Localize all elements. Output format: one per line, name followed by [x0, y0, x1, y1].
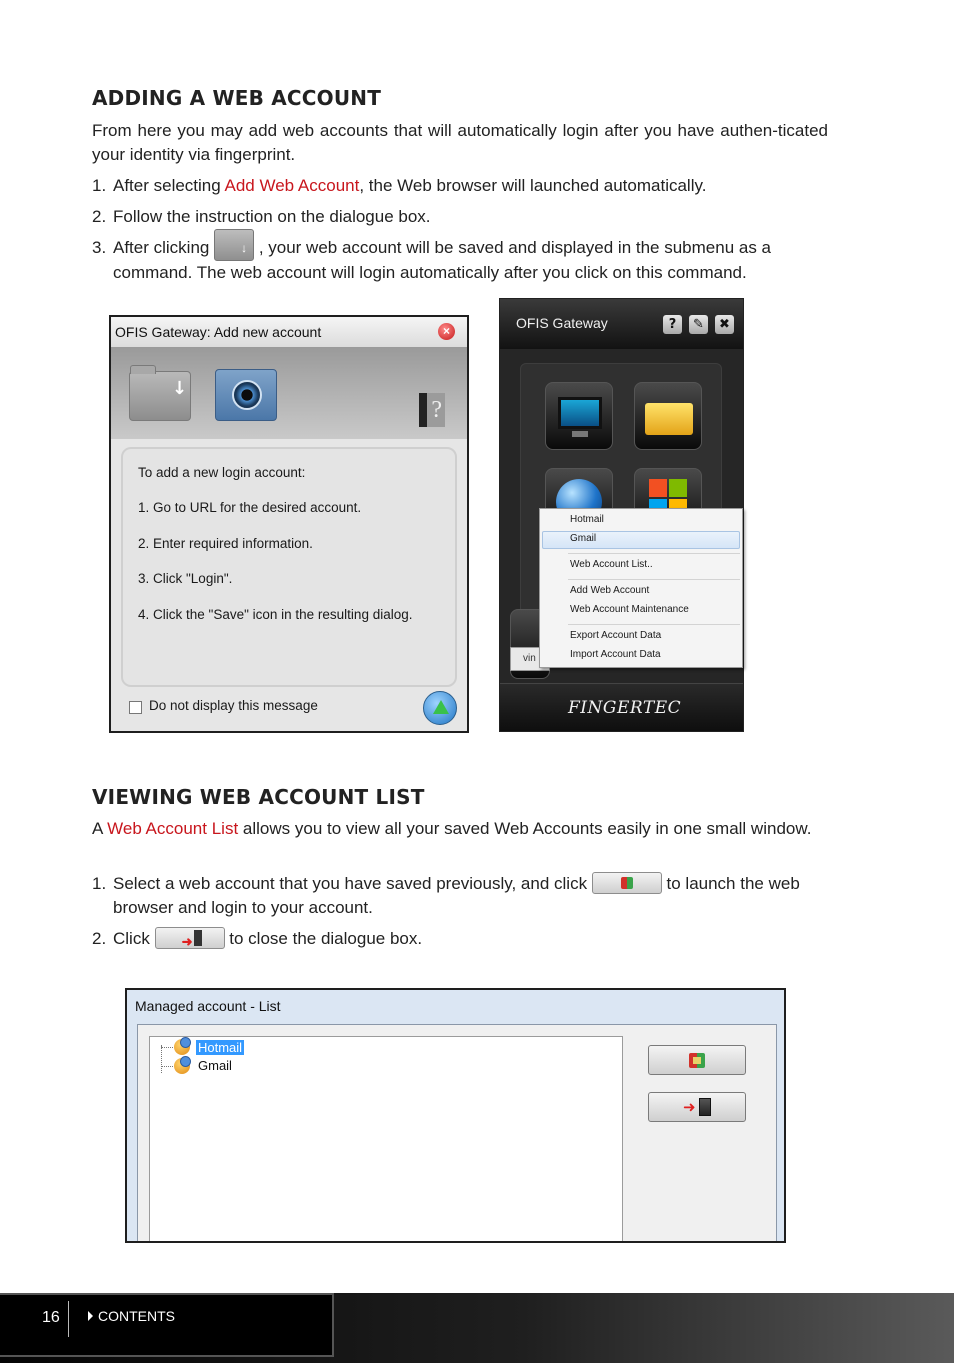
monitor-stand	[572, 431, 588, 437]
step-text: After clicking	[113, 238, 215, 257]
menu-item-web-account-maintenance[interactable]: Web Account Maintenance	[570, 604, 689, 615]
web-account-icon	[174, 1058, 190, 1074]
tree-item-gmail[interactable]: Gmail	[198, 1058, 232, 1073]
step-number: 2.	[92, 207, 107, 226]
step-number: 2.	[92, 929, 107, 948]
menu-item-gmail[interactable]: Gmail	[570, 533, 597, 544]
gateway-tab[interactable]: vin	[510, 647, 550, 671]
folder-tile[interactable]	[634, 382, 702, 450]
save-folder-icon: ↓	[214, 229, 254, 261]
exit-arrow-icon: ➜	[683, 1098, 696, 1116]
intro-text: A	[92, 819, 108, 838]
managed-account-list-window	[125, 988, 786, 1243]
step-text: to launch the web browser and login to your account.	[113, 874, 800, 917]
instruction-line: 4. Click the "Save" icon in the resulting dialog.	[138, 607, 413, 622]
step-number: 1.	[92, 176, 107, 195]
close-icon[interactable]: ×	[438, 323, 455, 340]
instruction-line: 2. Enter required information.	[138, 536, 313, 551]
gateway-title: OFIS Gateway	[516, 315, 608, 331]
contents-label: CONTENTS	[98, 1308, 175, 1324]
tree-connector	[161, 1066, 173, 1067]
step-text: , the Web browser will launched automatically.	[359, 176, 707, 195]
launch-account-button[interactable]	[648, 1045, 746, 1075]
help-icon[interactable]: ?	[663, 315, 682, 334]
close-icon[interactable]: ✖	[715, 315, 734, 334]
folder-icon	[645, 403, 693, 435]
menu-item-web-account-list[interactable]: Web Account List..	[570, 559, 653, 570]
download-arrow-icon: ↓	[172, 378, 188, 399]
section2-step-2	[92, 927, 828, 951]
section1-step-2	[92, 205, 828, 229]
step-text: , your web account will be saved and displayed in the submenu as a command. The web account will login automatically after you click on this command.	[113, 238, 772, 282]
menu-separator	[568, 624, 740, 625]
instructions-panel	[121, 447, 457, 687]
launch-button-icon	[592, 872, 662, 894]
step-text: to close the dialogue box.	[224, 929, 423, 948]
dialog-title-bar	[111, 317, 467, 347]
door-icon	[699, 1098, 711, 1116]
launch-icon	[689, 1053, 705, 1068]
list-window-title: Managed account - List	[135, 998, 281, 1014]
page-number: 16	[42, 1309, 60, 1326]
dialog-toolbar	[111, 347, 467, 439]
dialog-title: OFIS Gateway: Add new account	[115, 324, 322, 340]
intro-text: allows you to view all your saved Web Accounts easily in one small window.	[238, 819, 812, 838]
logo-part	[649, 479, 667, 497]
web-account-context-menu	[539, 508, 743, 668]
exit-button-icon: ➜	[155, 927, 225, 949]
section1-intro: From here you may add web accounts that will automatically login after you have authen-ticated your identity via fingerprint.	[92, 121, 828, 164]
instruction-line: 1. Go to URL for the desired account.	[138, 500, 362, 515]
step-text: Select a web account that you have saved previously, and click	[113, 874, 592, 893]
fingertec-logo: FINGERTEC	[568, 698, 682, 718]
gateway-footer	[500, 683, 744, 732]
tree-connector	[161, 1047, 173, 1048]
add-account-dialog	[109, 315, 469, 733]
my-computer-tile[interactable]	[545, 382, 613, 450]
add-web-account-link[interactable]: Add Web Account	[224, 176, 360, 195]
instruction-line: 3. Click "Login".	[138, 571, 233, 586]
menu-item-import-account-data[interactable]: Import Account Data	[570, 649, 661, 660]
section2-step-1	[92, 872, 828, 920]
monitor-icon	[558, 397, 602, 429]
close-list-button[interactable]	[648, 1092, 746, 1122]
save-folder-button[interactable]	[129, 371, 191, 421]
section1-step-1	[92, 174, 828, 198]
do-not-display-checkbox[interactable]	[129, 701, 142, 714]
step-text: Follow the instruction on the dialogue box.	[113, 207, 431, 226]
contents-link[interactable]	[88, 1308, 175, 1324]
do-not-display-label: Do not display this message	[149, 698, 318, 713]
capture-lens-button[interactable]	[215, 369, 277, 421]
step-number: 1.	[92, 874, 107, 893]
gateway-title-bar	[500, 299, 744, 349]
list-window-content	[137, 1024, 777, 1243]
tree-item-hotmail[interactable]: Hotmail	[198, 1040, 243, 1055]
step-text: Click	[113, 929, 155, 948]
tree-connector	[161, 1045, 162, 1073]
account-tree[interactable]	[149, 1036, 623, 1243]
section-heading-add-web-account: ADDING A WEB ACCOUNT	[92, 86, 382, 110]
instruction-line: To add a new login account:	[138, 465, 306, 480]
ok-arrow-button[interactable]	[423, 691, 457, 725]
footer-divider	[68, 1301, 69, 1337]
menu-item-add-web-account[interactable]: Add Web Account	[570, 585, 650, 596]
section1-step-3	[92, 236, 828, 285]
help-icon[interactable]: ?	[419, 393, 445, 427]
logo-part	[669, 479, 687, 497]
web-account-icon	[174, 1039, 190, 1055]
section-heading-viewing-web-account-list: VIEWING WEB ACCOUNT LIST	[92, 785, 425, 809]
step-number: 3.	[92, 238, 107, 257]
lens-icon	[232, 380, 262, 410]
menu-item-export-account-data[interactable]: Export Account Data	[570, 630, 662, 641]
menu-separator	[568, 579, 740, 580]
edit-icon[interactable]: ✎	[689, 315, 708, 334]
menu-item-hotmail[interactable]: Hotmail	[570, 514, 604, 525]
web-account-list-link[interactable]: Web Account List	[107, 819, 239, 838]
menu-separator	[568, 553, 740, 554]
section2-intro	[92, 817, 828, 841]
step-text: After selecting	[113, 176, 225, 195]
caret-right-icon	[88, 1311, 93, 1321]
